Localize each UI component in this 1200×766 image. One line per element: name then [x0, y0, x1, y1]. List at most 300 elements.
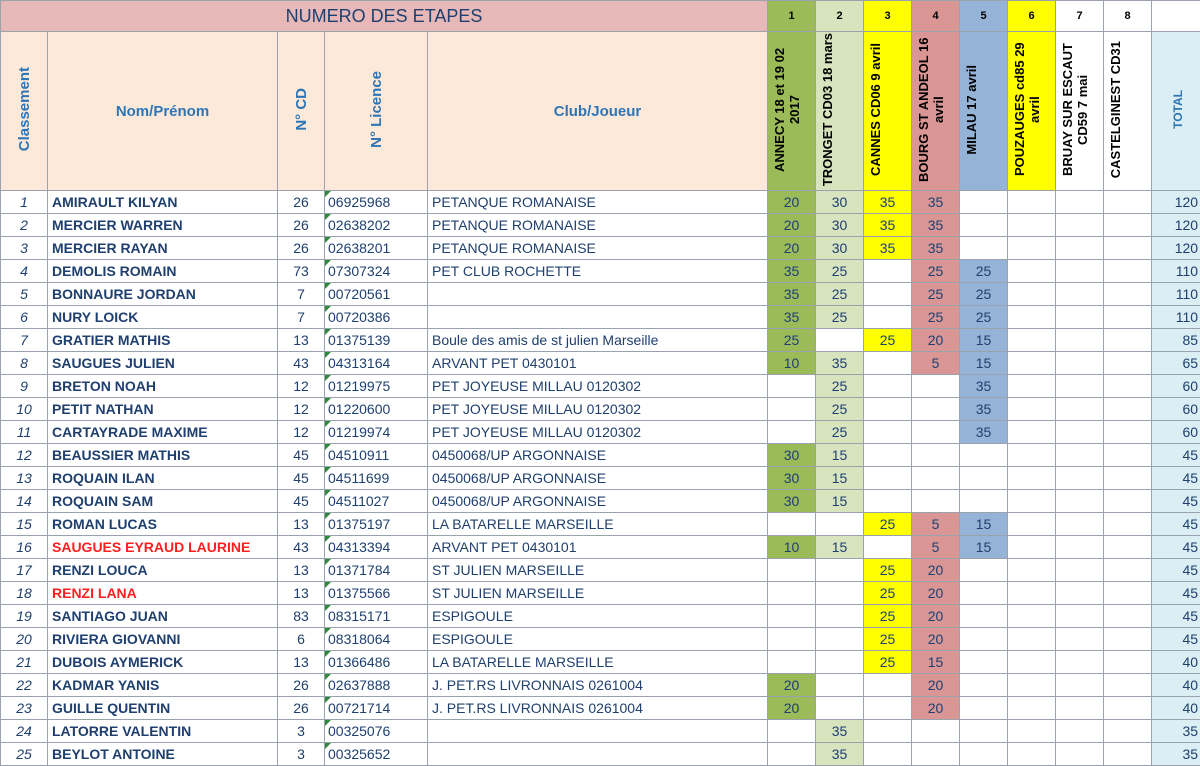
- stage-2-points-cell: [816, 628, 864, 651]
- stage-6-points-cell: [1008, 513, 1056, 536]
- stage-6-points-cell: [1008, 444, 1056, 467]
- club-cell: ESPIGOULE: [428, 605, 768, 628]
- licence-cell: 01375566: [325, 582, 428, 605]
- stage-2-points-cell: [816, 605, 864, 628]
- licence-cell: 00720386: [325, 306, 428, 329]
- club-cell: PET CLUB ROCHETTE: [428, 260, 768, 283]
- stage-6-points-cell: [1008, 375, 1056, 398]
- rank-cell: 2: [1, 214, 48, 237]
- club-cell: PETANQUE ROMANAISE: [428, 191, 768, 214]
- cd-cell: 12: [278, 398, 325, 421]
- stage-8-points-cell: [1104, 743, 1152, 766]
- header-rank: [1, 32, 48, 191]
- stage-4-points-cell: 20: [912, 582, 960, 605]
- stage-5-points-cell: [960, 582, 1008, 605]
- stage-1-points-cell: 30: [768, 444, 816, 467]
- header-cd: [278, 32, 325, 191]
- stage-4-points-cell: 20: [912, 697, 960, 720]
- table-row: [1, 444, 1200, 467]
- stage-6-points-cell: [1008, 651, 1056, 674]
- stage-6-points-cell: [1008, 720, 1056, 743]
- stage-7-points-cell: [1056, 421, 1104, 444]
- stage-1-points-cell: 25: [768, 329, 816, 352]
- stage-5-points-cell: [960, 214, 1008, 237]
- stage-8-points-cell: [1104, 329, 1152, 352]
- player-name-cell: PETIT NATHAN: [48, 398, 278, 421]
- stage-1-points-cell: [768, 559, 816, 582]
- stage-1-points-cell: [768, 513, 816, 536]
- cd-cell: 45: [278, 444, 325, 467]
- stage-7-points-cell: [1056, 490, 1104, 513]
- cd-cell: 12: [278, 421, 325, 444]
- stage-1-points-cell: [768, 605, 816, 628]
- licence-cell: 08315171: [325, 605, 428, 628]
- stage-label-6: POUZAUGES cd85 29 avril: [1012, 32, 1052, 187]
- stage-5-points-cell: 25: [960, 260, 1008, 283]
- table-row: [1, 674, 1200, 697]
- stage-1-points-cell: 20: [768, 237, 816, 260]
- total-cell: 110: [1152, 283, 1200, 306]
- stage-1-points-cell: [768, 375, 816, 398]
- total-cell: 110: [1152, 306, 1200, 329]
- stage-header-6: [1008, 32, 1056, 191]
- stage-6-points-cell: [1008, 283, 1056, 306]
- stage-5-points-cell: [960, 490, 1008, 513]
- stage-4-points-cell: 35: [912, 237, 960, 260]
- stage-8-points-cell: [1104, 720, 1152, 743]
- stage-3-points-cell: 35: [864, 237, 912, 260]
- player-name-cell: CARTAYRADE MAXIME: [48, 421, 278, 444]
- licence-cell: 01220600: [325, 398, 428, 421]
- stage-1-points-cell: [768, 421, 816, 444]
- stage-4-points-cell: [912, 375, 960, 398]
- stage-num-8: 8: [1104, 1, 1152, 32]
- stage-5-points-cell: 15: [960, 352, 1008, 375]
- club-cell: [428, 743, 768, 766]
- stage-2-points-cell: [816, 697, 864, 720]
- cd-cell: 26: [278, 674, 325, 697]
- stage-7-points-cell: [1056, 283, 1104, 306]
- stage-label-5: MILAU 17 avril: [964, 65, 1004, 155]
- stage-1-points-cell: 20: [768, 191, 816, 214]
- stage-2-points-cell: [816, 674, 864, 697]
- stage-7-points-cell: [1056, 214, 1104, 237]
- stage-3-points-cell: 25: [864, 513, 912, 536]
- cd-cell: 12: [278, 375, 325, 398]
- cd-cell: 13: [278, 329, 325, 352]
- stage-8-points-cell: [1104, 306, 1152, 329]
- stage-5-points-cell: [960, 467, 1008, 490]
- stage-3-points-cell: [864, 375, 912, 398]
- stage-8-points-cell: [1104, 398, 1152, 421]
- rank-cell: 6: [1, 306, 48, 329]
- stage-7-points-cell: [1056, 352, 1104, 375]
- stage-header-4: [912, 32, 960, 191]
- stage-header-8: [1104, 32, 1152, 191]
- club-cell: ST JULIEN MARSEILLE: [428, 582, 768, 605]
- total-cell: 60: [1152, 421, 1200, 444]
- stage-6-points-cell: [1008, 628, 1056, 651]
- player-name-cell: BONNAURE JORDAN: [48, 283, 278, 306]
- stage-7-points-cell: [1056, 743, 1104, 766]
- stage-2-points-cell: 25: [816, 398, 864, 421]
- stage-5-points-cell: [960, 605, 1008, 628]
- cd-cell: 6: [278, 628, 325, 651]
- stage-4-points-cell: [912, 490, 960, 513]
- rank-cell: 24: [1, 720, 48, 743]
- stage-1-points-cell: 10: [768, 536, 816, 559]
- stage-1-points-cell: 30: [768, 490, 816, 513]
- table-row: [1, 191, 1200, 214]
- stage-8-points-cell: [1104, 651, 1152, 674]
- stage-6-points-cell: [1008, 421, 1056, 444]
- club-cell: ESPIGOULE: [428, 628, 768, 651]
- stage-2-points-cell: 25: [816, 375, 864, 398]
- stage-5-points-cell: 15: [960, 329, 1008, 352]
- stage-7-points-cell: [1056, 720, 1104, 743]
- table-row: [1, 490, 1200, 513]
- blank-header-cell: [1152, 1, 1200, 32]
- licence-cell: 01366486: [325, 651, 428, 674]
- rank-cell: 8: [1, 352, 48, 375]
- table-row: [1, 214, 1200, 237]
- stage-4-points-cell: [912, 444, 960, 467]
- header-cd-label: N° CD: [293, 88, 310, 131]
- player-name-cell: SAUGUES JULIEN: [48, 352, 278, 375]
- stage-4-points-cell: 35: [912, 214, 960, 237]
- player-name-cell: ROQUAIN ILAN: [48, 467, 278, 490]
- rank-cell: 9: [1, 375, 48, 398]
- stage-7-points-cell: [1056, 444, 1104, 467]
- total-cell: 110: [1152, 260, 1200, 283]
- stage-num-6: 6: [1008, 1, 1056, 32]
- total-cell: 45: [1152, 628, 1200, 651]
- stage-5-points-cell: [960, 697, 1008, 720]
- licence-cell: 02638201: [325, 237, 428, 260]
- stage-6-points-cell: [1008, 352, 1056, 375]
- stage-4-points-cell: [912, 467, 960, 490]
- licence-cell: 08318064: [325, 628, 428, 651]
- total-cell: 85: [1152, 329, 1200, 352]
- stage-6-points-cell: [1008, 214, 1056, 237]
- player-name-cell: GUILLE QUENTIN: [48, 697, 278, 720]
- player-name-cell: DEMOLIS ROMAIN: [48, 260, 278, 283]
- stage-7-points-cell: [1056, 398, 1104, 421]
- table-row: [1, 651, 1200, 674]
- total-cell: 45: [1152, 536, 1200, 559]
- table-row: [1, 513, 1200, 536]
- stage-6-points-cell: [1008, 398, 1056, 421]
- rank-cell: 25: [1, 743, 48, 766]
- stage-num-2: 2: [816, 1, 864, 32]
- stage-7-points-cell: [1056, 651, 1104, 674]
- rank-cell: 12: [1, 444, 48, 467]
- stage-3-points-cell: 25: [864, 329, 912, 352]
- stage-3-points-cell: [864, 283, 912, 306]
- table-row: [1, 398, 1200, 421]
- licence-cell: 02637888: [325, 674, 428, 697]
- table-row: [1, 697, 1200, 720]
- header-total: [1152, 32, 1200, 191]
- cd-cell: 45: [278, 467, 325, 490]
- club-cell: PET JOYEUSE MILLAU 0120302: [428, 375, 768, 398]
- stage-2-points-cell: 30: [816, 191, 864, 214]
- stage-3-points-cell: [864, 444, 912, 467]
- stage-7-points-cell: [1056, 306, 1104, 329]
- licence-cell: 00325652: [325, 743, 428, 766]
- stage-header-7: [1056, 32, 1104, 191]
- stage-num-5: 5: [960, 1, 1008, 32]
- cd-cell: 7: [278, 283, 325, 306]
- licence-cell: 04313394: [325, 536, 428, 559]
- stage-5-points-cell: 35: [960, 398, 1008, 421]
- stage-6-points-cell: [1008, 697, 1056, 720]
- stage-7-points-cell: [1056, 237, 1104, 260]
- stage-3-points-cell: 25: [864, 582, 912, 605]
- cd-cell: 83: [278, 605, 325, 628]
- rank-cell: 3: [1, 237, 48, 260]
- club-cell: J. PET.RS LIVRONNAIS 0261004: [428, 674, 768, 697]
- stage-2-points-cell: 35: [816, 352, 864, 375]
- stage-8-points-cell: [1104, 628, 1152, 651]
- stage-5-points-cell: 15: [960, 536, 1008, 559]
- licence-cell: 06925968: [325, 191, 428, 214]
- stage-2-points-cell: [816, 329, 864, 352]
- stage-8-points-cell: [1104, 513, 1152, 536]
- stage-5-points-cell: [960, 651, 1008, 674]
- club-cell: J. PET.RS LIVRONNAIS 0261004: [428, 697, 768, 720]
- stage-8-points-cell: [1104, 237, 1152, 260]
- stage-8-points-cell: [1104, 421, 1152, 444]
- total-cell: 35: [1152, 720, 1200, 743]
- stage-header-5: [960, 32, 1008, 191]
- stage-1-points-cell: [768, 398, 816, 421]
- stage-5-points-cell: [960, 720, 1008, 743]
- table-row: [1, 260, 1200, 283]
- stage-header-1: [768, 32, 816, 191]
- stage-6-points-cell: [1008, 260, 1056, 283]
- licence-cell: 01219974: [325, 421, 428, 444]
- player-name-cell: RIVIERA GIOVANNI: [48, 628, 278, 651]
- table-row: [1, 743, 1200, 766]
- stage-8-points-cell: [1104, 283, 1152, 306]
- table-row: [1, 536, 1200, 559]
- cd-cell: 26: [278, 214, 325, 237]
- cd-cell: 26: [278, 697, 325, 720]
- club-cell: [428, 306, 768, 329]
- stage-7-points-cell: [1056, 559, 1104, 582]
- rank-cell: 7: [1, 329, 48, 352]
- table-row: [1, 467, 1200, 490]
- stage-2-points-cell: 15: [816, 467, 864, 490]
- rank-cell: 15: [1, 513, 48, 536]
- player-name-cell: SANTIAGO JUAN: [48, 605, 278, 628]
- stage-2-points-cell: 15: [816, 444, 864, 467]
- stage-2-points-cell: [816, 651, 864, 674]
- club-cell: 0450068/UP ARGONNAISE: [428, 467, 768, 490]
- stage-5-points-cell: [960, 237, 1008, 260]
- stage-4-points-cell: 20: [912, 674, 960, 697]
- table-row: [1, 352, 1200, 375]
- stage-8-points-cell: [1104, 444, 1152, 467]
- stage-5-points-cell: [960, 191, 1008, 214]
- stage-3-points-cell: 25: [864, 559, 912, 582]
- stage-3-points-cell: 25: [864, 605, 912, 628]
- table-row: [1, 375, 1200, 398]
- stage-6-points-cell: [1008, 490, 1056, 513]
- table-row: [1, 421, 1200, 444]
- stage-8-points-cell: [1104, 605, 1152, 628]
- rank-cell: 19: [1, 605, 48, 628]
- stage-2-points-cell: 15: [816, 490, 864, 513]
- stage-6-points-cell: [1008, 467, 1056, 490]
- total-cell: 40: [1152, 697, 1200, 720]
- stage-7-points-cell: [1056, 674, 1104, 697]
- stage-3-points-cell: [864, 536, 912, 559]
- stage-4-points-cell: [912, 398, 960, 421]
- stage-2-points-cell: 15: [816, 536, 864, 559]
- rank-cell: 10: [1, 398, 48, 421]
- cd-cell: 45: [278, 490, 325, 513]
- player-name-cell: MERCIER RAYAN: [48, 237, 278, 260]
- rank-cell: 1: [1, 191, 48, 214]
- cd-cell: 26: [278, 237, 325, 260]
- stage-6-points-cell: [1008, 536, 1056, 559]
- stage-2-points-cell: 25: [816, 306, 864, 329]
- stage-5-points-cell: [960, 444, 1008, 467]
- header-licence: [325, 32, 428, 191]
- stage-8-points-cell: [1104, 214, 1152, 237]
- stage-3-points-cell: [864, 697, 912, 720]
- stage-2-points-cell: 30: [816, 237, 864, 260]
- stage-4-points-cell: 20: [912, 628, 960, 651]
- stage-7-points-cell: [1056, 628, 1104, 651]
- stage-3-points-cell: 35: [864, 214, 912, 237]
- stage-2-points-cell: 25: [816, 421, 864, 444]
- club-cell: ARVANT PET 0430101: [428, 536, 768, 559]
- stage-3-points-cell: 25: [864, 651, 912, 674]
- stage-1-points-cell: 20: [768, 697, 816, 720]
- table-row: [1, 283, 1200, 306]
- stage-3-points-cell: [864, 421, 912, 444]
- stage-3-points-cell: [864, 743, 912, 766]
- stage-4-points-cell: 20: [912, 329, 960, 352]
- player-name-cell: RENZI LOUCA: [48, 559, 278, 582]
- table-row: [1, 237, 1200, 260]
- stage-8-points-cell: [1104, 697, 1152, 720]
- total-cell: 120: [1152, 214, 1200, 237]
- licence-cell: 00325076: [325, 720, 428, 743]
- stage-4-points-cell: [912, 421, 960, 444]
- table-title: NUMERO DES ETAPES: [1, 1, 768, 32]
- stage-label-4: BOURG ST ANDEOL 16 avril: [916, 32, 956, 187]
- stage-7-points-cell: [1056, 260, 1104, 283]
- stage-4-points-cell: 25: [912, 306, 960, 329]
- stage-3-points-cell: [864, 467, 912, 490]
- rank-cell: 5: [1, 283, 48, 306]
- table-row: [1, 559, 1200, 582]
- stage-num-3: 3: [864, 1, 912, 32]
- header-name: Nom/Prénom: [48, 32, 278, 191]
- rank-cell: 16: [1, 536, 48, 559]
- stage-2-points-cell: 25: [816, 260, 864, 283]
- total-cell: 40: [1152, 651, 1200, 674]
- cd-cell: 3: [278, 720, 325, 743]
- header-total-label: TOTAL: [1171, 90, 1185, 129]
- stage-6-points-cell: [1008, 237, 1056, 260]
- stage-num-7: 7: [1056, 1, 1104, 32]
- stage-4-points-cell: 20: [912, 559, 960, 582]
- club-cell: ST JULIEN MARSEILLE: [428, 559, 768, 582]
- cd-cell: 43: [278, 536, 325, 559]
- stage-7-points-cell: [1056, 329, 1104, 352]
- stage-8-points-cell: [1104, 582, 1152, 605]
- stage-3-points-cell: [864, 352, 912, 375]
- stage-8-points-cell: [1104, 375, 1152, 398]
- club-cell: 0450068/UP ARGONNAISE: [428, 444, 768, 467]
- cd-cell: 43: [278, 352, 325, 375]
- cd-cell: 26: [278, 191, 325, 214]
- player-name-cell: DUBOIS AYMERICK: [48, 651, 278, 674]
- licence-cell: 02638202: [325, 214, 428, 237]
- stage-3-points-cell: [864, 720, 912, 743]
- stage-1-points-cell: [768, 628, 816, 651]
- stage-3-points-cell: 25: [864, 628, 912, 651]
- stage-5-points-cell: 15: [960, 513, 1008, 536]
- licence-cell: 04511699: [325, 467, 428, 490]
- stage-8-points-cell: [1104, 260, 1152, 283]
- stage-label-2: TRONGET CD03 18 mars: [820, 33, 860, 186]
- stage-1-points-cell: 30: [768, 467, 816, 490]
- stage-1-points-cell: [768, 743, 816, 766]
- stage-7-points-cell: [1056, 605, 1104, 628]
- stage-4-points-cell: 25: [912, 260, 960, 283]
- stage-6-points-cell: [1008, 743, 1056, 766]
- stage-label-3: CANNES CD06 9 avril: [868, 43, 908, 176]
- rank-cell: 14: [1, 490, 48, 513]
- club-cell: ARVANT PET 0430101: [428, 352, 768, 375]
- stage-7-points-cell: [1056, 697, 1104, 720]
- rank-cell: 20: [1, 628, 48, 651]
- cd-cell: 7: [278, 306, 325, 329]
- stage-4-points-cell: 5: [912, 536, 960, 559]
- total-cell: 120: [1152, 237, 1200, 260]
- stage-5-points-cell: 25: [960, 306, 1008, 329]
- licence-cell: 00721714: [325, 697, 428, 720]
- stage-8-points-cell: [1104, 674, 1152, 697]
- stage-8-points-cell: [1104, 467, 1152, 490]
- total-cell: 45: [1152, 559, 1200, 582]
- club-cell: LA BATARELLE MARSEILLE: [428, 513, 768, 536]
- stage-6-points-cell: [1008, 582, 1056, 605]
- player-name-cell: SAUGUES EYRAUD LAURINE: [48, 536, 278, 559]
- stage-4-points-cell: 35: [912, 191, 960, 214]
- player-name-cell: BEAUSSIER MATHIS: [48, 444, 278, 467]
- stage-1-points-cell: [768, 720, 816, 743]
- stage-5-points-cell: 25: [960, 283, 1008, 306]
- stage-3-points-cell: [864, 490, 912, 513]
- header-rank-label: Classement: [16, 67, 33, 151]
- stage-8-points-cell: [1104, 352, 1152, 375]
- club-cell: PETANQUE ROMANAISE: [428, 237, 768, 260]
- total-cell: 60: [1152, 375, 1200, 398]
- player-name-cell: ROMAN LUCAS: [48, 513, 278, 536]
- stage-5-points-cell: [960, 674, 1008, 697]
- player-name-cell: LATORRE VALENTIN: [48, 720, 278, 743]
- club-cell: PET JOYEUSE MILLAU 0120302: [428, 398, 768, 421]
- stage-1-points-cell: [768, 582, 816, 605]
- stage-7-points-cell: [1056, 467, 1104, 490]
